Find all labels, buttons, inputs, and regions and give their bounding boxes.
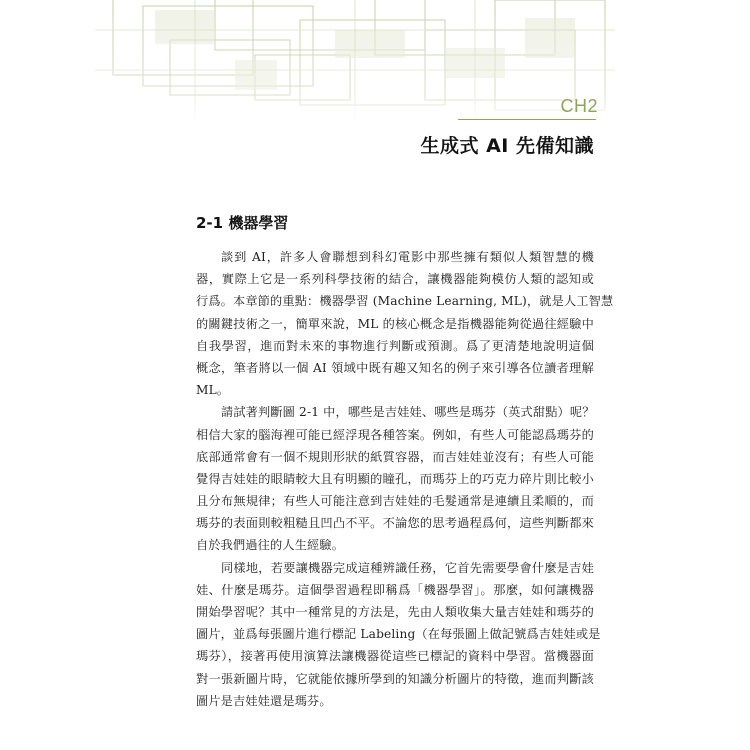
- text-line: 開始學習呢？其中一種常見的方法是，先由人類收集大量吉娃娃和瑪芬的: [196, 605, 594, 619]
- text-line: 瑪芬），接著再使用演算法讓機器從這些已標記的資料中學習。當機器面: [196, 649, 594, 664]
- paragraph: [196, 246, 614, 401]
- text-line: ML。: [196, 383, 230, 398]
- text-line: 的關鍵技術之一，簡單來說，ML 的核心概念是指機器能夠從過往經驗中: [196, 316, 594, 331]
- chapter-number: CH2: [560, 96, 598, 116]
- text-line: 同樣地，若要讓機器完成這種辨識任務，它首先需要學會什麼是吉娃: [221, 560, 594, 575]
- text-line: 行爲。本章節的重點：機器學習 (Machine Learning, ML)，就是人工智慧: [196, 294, 614, 309]
- text-line: 底部通常會有一個不規則形狀的紙質容器，而吉娃娃並沒有；有些人可能: [196, 449, 594, 464]
- text-line: 圖片是吉娃娃還是瑪芬。: [196, 693, 332, 708]
- text-line: 瑪芬的表面則較粗糙且凹凸不平。不論您的思考過程爲何，這些判斷都來: [196, 516, 594, 531]
- paragraph: [196, 557, 601, 712]
- chapter-title: 生成式 AI 先備知識: [420, 135, 594, 157]
- header-decoration: [95, 0, 615, 118]
- text-line: 且分布無規律；有些人可能注意到吉娃娃的毛髮通常是連續且柔順的，而: [196, 494, 594, 509]
- text-line: 概念，筆者將以一個 AI 領域中既有趣又知名的例子來引導各位讀者理解: [196, 360, 594, 375]
- text-line: 對一張新圖片時，它就能依據所學到的知識分析圖片的特徵，進而判斷該: [196, 671, 594, 686]
- text-line: 請試著判斷圖 2-1 中，哪些是吉娃娃、哪些是瑪芬（英式甜點）呢？: [221, 405, 595, 420]
- paragraph: [196, 401, 594, 556]
- section-heading: 2-1 機器學習: [196, 214, 289, 232]
- body-text: [196, 246, 614, 712]
- text-line: 器，實際上它是一系列科學技術的結合，讓機器能夠模仿人類的認知或: [196, 272, 594, 287]
- geometric-pattern-graphic: [95, 0, 615, 118]
- chapter-divider: [458, 119, 596, 120]
- text-line: 圖片，並爲每張圖片進行標記 Labeling（在每張圖上做記號爲吉娃娃或是: [196, 627, 601, 642]
- text-line: 覺得吉娃娃的眼睛較大且有明顯的瞳孔，而瑪芬上的巧克力碎片則比較小: [196, 471, 594, 486]
- text-line: 娃、什麼是瑪芬。這個學習過程即稱爲「機器學習」。那麼，如何讓機器: [196, 582, 594, 597]
- text-line: 相信大家的腦海裡可能已經浮現各種答案。例如，有些人可能認爲瑪芬的: [196, 427, 594, 442]
- text-line: 自於我們過往的人生經驗。: [196, 538, 345, 553]
- text-line: 談到 AI，許多人會聯想到科幻電影中那些擁有類似人類智慧的機: [221, 250, 594, 264]
- text-line: 自我學習，進而對未來的事物進行判斷或預測。爲了更清楚地說明這個: [196, 338, 594, 353]
